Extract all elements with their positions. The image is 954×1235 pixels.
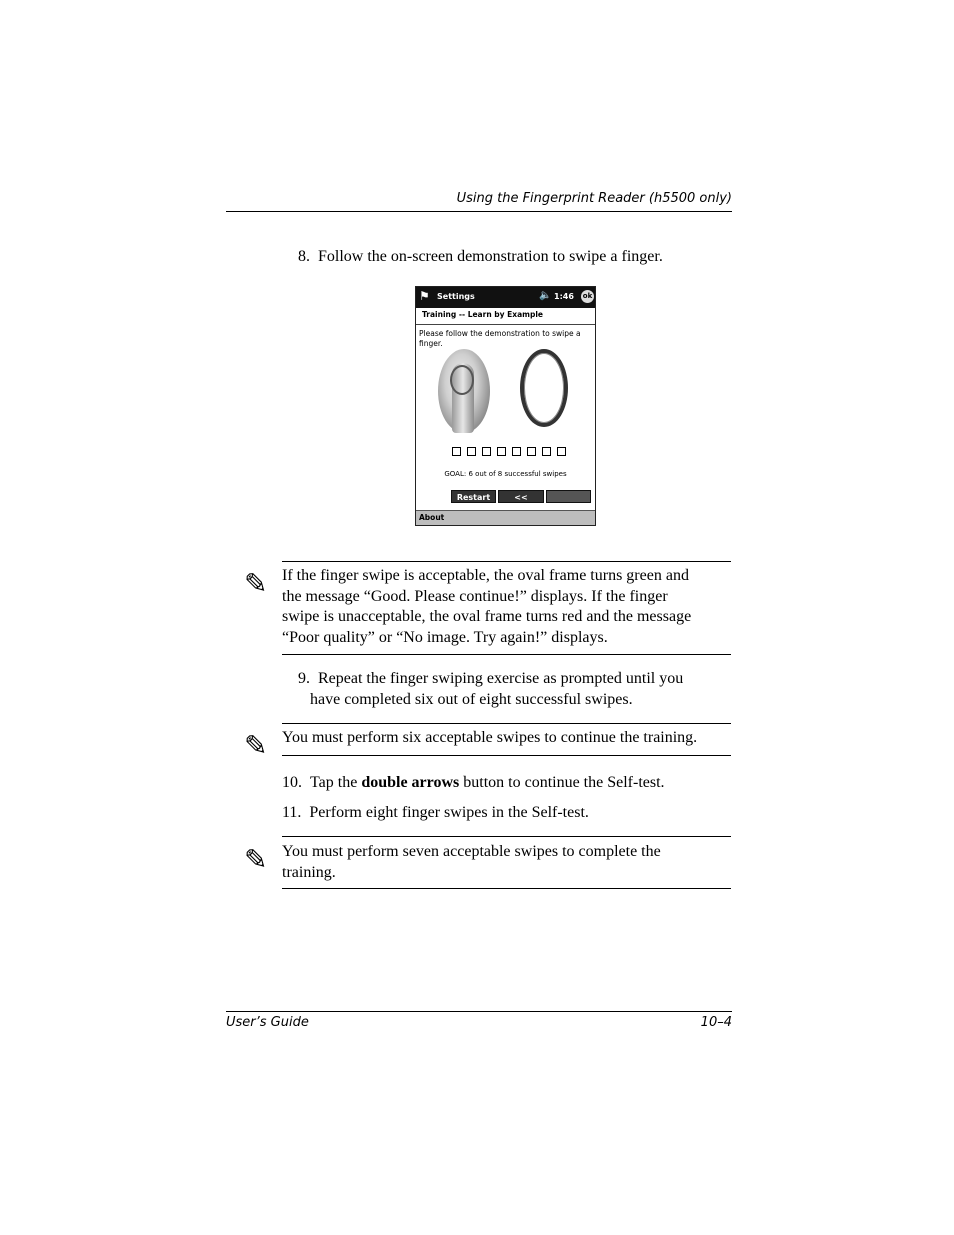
- pda-menubar: [416, 510, 595, 526]
- header-rule: [226, 211, 732, 212]
- double-arrows-label: double arrows: [361, 774, 460, 791]
- step-text: Repeat the finger swiping exercise as prompted until you: [318, 670, 684, 687]
- swipe-box: [497, 447, 506, 456]
- windows-flag-icon[interactable]: ⚑: [419, 289, 430, 303]
- double-arrows-button[interactable]: <<: [498, 490, 544, 503]
- note-rule-top: [282, 561, 731, 562]
- step-text-suffix: button to continue the Self-test.: [459, 774, 665, 791]
- running-header-title: Using the Fingerprint Reader (h5500 only): [456, 191, 732, 206]
- note-line: swipe is unacceptable, the oval frame turns red and the message: [282, 608, 692, 625]
- pda-instruction: Please follow the demonstration to swipe a finger.: [419, 329, 581, 348]
- note-line: “Poor quality” or “No image. Try again!” displays.: [282, 628, 608, 646]
- note-line: You must perform six acceptable swipes to continue the training.: [282, 729, 698, 746]
- pencil-note-icon: ✎: [244, 567, 268, 600]
- next-button[interactable]: [546, 490, 591, 503]
- pda-clock[interactable]: 1:46: [554, 292, 574, 301]
- note-rule-bottom: [282, 654, 731, 655]
- swipe-box: [527, 447, 536, 456]
- note-rule-bottom: [282, 888, 731, 889]
- note-2: [282, 728, 732, 749]
- step-9: [282, 669, 683, 710]
- step-number: 10.: [282, 774, 302, 791]
- note-rule-top: [282, 836, 731, 837]
- step-number: 11.: [282, 804, 302, 821]
- pda-subtitle-rule: [416, 324, 595, 325]
- swipe-box: [542, 447, 551, 456]
- step-number: 9.: [298, 670, 310, 687]
- oval-frame: [520, 349, 568, 427]
- footer-guide-title: User’s Guide: [226, 1015, 309, 1030]
- swipe-box: [557, 447, 566, 456]
- ok-button[interactable]: ok: [581, 290, 594, 303]
- step-text: have completed six out of eight successful swipes.: [310, 690, 633, 708]
- pda-app-title: Settings: [437, 292, 475, 301]
- note-rule-top: [282, 723, 731, 724]
- swipe-box: [452, 447, 461, 456]
- pencil-note-icon: ✎: [244, 843, 268, 876]
- swipe-box: [482, 447, 491, 456]
- step-text: Follow the on-screen demonstration to swipe a finger.: [318, 248, 663, 265]
- sensor-ring-icon: [450, 365, 474, 395]
- footer-page-number: 10–4: [700, 1015, 732, 1030]
- note-3: [282, 842, 732, 883]
- pda-subtitle: Training -- Learn by Example: [422, 310, 543, 319]
- pda-goal-text: GOAL: 6 out of 8 successful swipes: [444, 470, 567, 478]
- note-line: You must perform seven acceptable swipes to complete the: [282, 843, 661, 860]
- swipe-box: [467, 447, 476, 456]
- swipe-progress-boxes: [452, 447, 569, 456]
- step-number: 8.: [298, 248, 310, 265]
- step-text: [310, 774, 665, 791]
- restart-button[interactable]: Restart: [451, 490, 496, 503]
- step-8: [282, 247, 663, 268]
- footer-rule: [226, 1011, 732, 1012]
- pda-titlebar: [416, 287, 595, 308]
- finger-demo-image: [438, 349, 490, 433]
- about-menu-item[interactable]: About: [419, 513, 445, 522]
- note-1: [282, 566, 732, 648]
- swipe-box: [512, 447, 521, 456]
- note-line: the message “Good. Please continue!” displays. If the finger: [282, 587, 668, 605]
- note-rule-bottom: [282, 755, 731, 756]
- note-line: training.: [282, 863, 336, 881]
- step-11: [282, 803, 589, 824]
- step-text: Perform eight finger swipes in the Self-test.: [309, 804, 589, 821]
- pencil-note-icon: ✎: [244, 729, 268, 762]
- speaker-icon[interactable]: 🔈: [539, 290, 552, 301]
- step-text-prefix: Tap the: [310, 774, 362, 791]
- step-10: [282, 773, 665, 794]
- pda-screenshot: [415, 286, 596, 526]
- note-line: If the finger swipe is acceptable, the oval frame turns green and: [282, 567, 689, 584]
